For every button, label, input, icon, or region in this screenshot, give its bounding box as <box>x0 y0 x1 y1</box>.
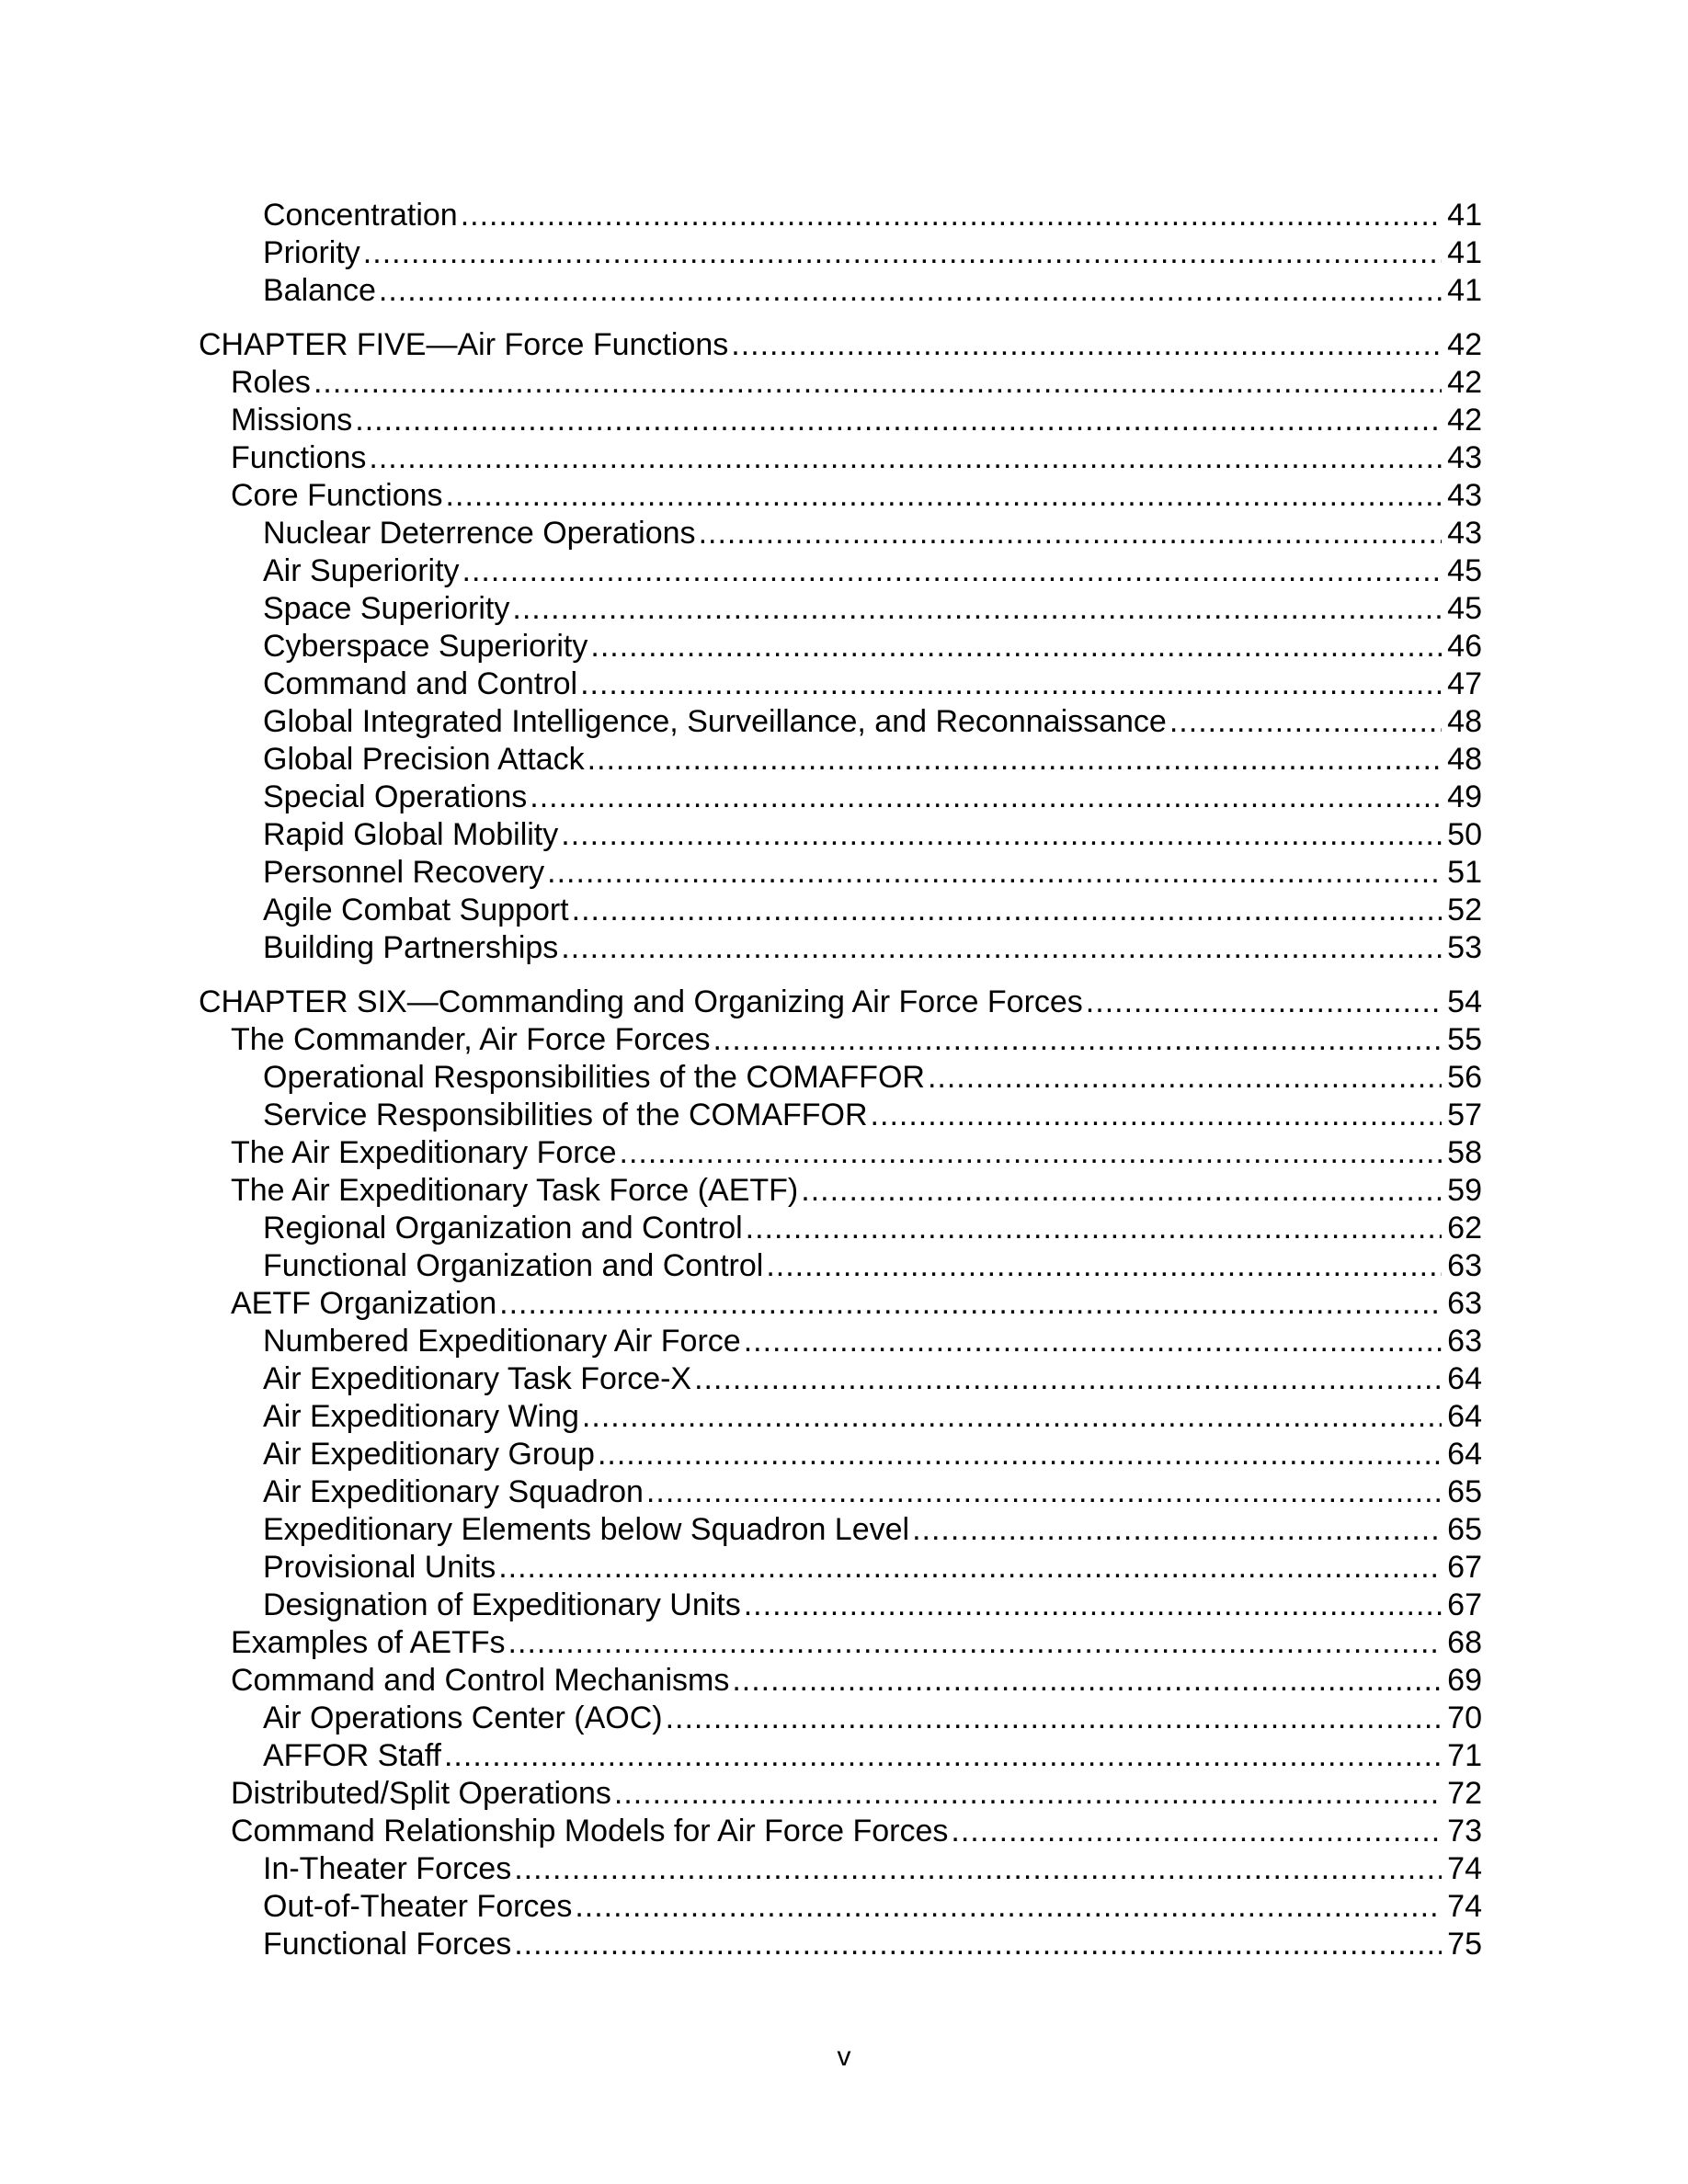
dot-leader <box>575 1888 1442 1926</box>
toc-entry-title: In-Theater Forces <box>263 1851 512 1886</box>
toc-entry-page-number: 50 <box>1447 817 1482 852</box>
toc-chapter-entry[interactable] <box>199 326 1482 364</box>
toc-entry[interactable] <box>199 590 1482 628</box>
toc-entry-title: AETF Organization <box>231 1286 497 1321</box>
toc-entry-page-number: 65 <box>1447 1474 1482 1509</box>
toc-entry[interactable] <box>199 1097 1482 1134</box>
dot-leader <box>314 364 1442 402</box>
toc-entry[interactable] <box>199 1323 1482 1360</box>
toc-entry[interactable] <box>199 1775 1482 1813</box>
toc-entry[interactable] <box>199 703 1482 741</box>
toc-entry-title: Agile Combat Support <box>263 893 569 927</box>
dot-leader <box>561 816 1442 854</box>
toc-entry[interactable] <box>199 552 1482 590</box>
toc-entry-title: Operational Responsibilities of the COMAFFOR <box>263 1060 925 1095</box>
dot-leader <box>766 1247 1442 1285</box>
page-number: v <box>837 2042 851 2072</box>
toc-entry[interactable] <box>199 1926 1482 1963</box>
toc-entry-page-number: 42 <box>1447 327 1482 362</box>
toc-entry-title: Rapid Global Mobility <box>263 817 559 852</box>
dot-leader <box>912 1511 1442 1549</box>
toc-entry-page-number: 71 <box>1447 1738 1482 1773</box>
toc-entry-title: Regional Organization and Control <box>263 1211 743 1246</box>
toc-entry-title: Missions <box>231 403 353 438</box>
dot-leader <box>444 1737 1442 1775</box>
toc-entry-title: Priority <box>263 235 360 270</box>
toc-entry[interactable] <box>199 1059 1482 1097</box>
toc-entry-title: Nuclear Deterrence Operations <box>263 516 696 551</box>
dot-leader <box>713 1021 1442 1059</box>
toc-entry-page-number: 43 <box>1447 516 1482 551</box>
toc-entry-page-number: 45 <box>1447 553 1482 588</box>
toc-entry[interactable] <box>199 1662 1482 1700</box>
toc-entry-page-number: 47 <box>1447 666 1482 701</box>
toc-entry-page-number: 74 <box>1447 1889 1482 1924</box>
toc-entry-title: Air Expeditionary Group <box>263 1437 595 1472</box>
toc-entry-page-number: 69 <box>1447 1663 1482 1698</box>
toc-entry-title: CHAPTER SIX—Commanding and Organizing Air Force Forces <box>199 984 1083 1019</box>
toc-entry[interactable] <box>199 854 1482 892</box>
toc-entry-title: Global Integrated Intelligence, Surveillance, and Reconnaissance <box>263 704 1167 739</box>
toc-entry[interactable] <box>199 234 1482 272</box>
toc-entry-page-number: 54 <box>1447 984 1482 1019</box>
dot-leader <box>620 1134 1442 1172</box>
toc-entry-title: The Commander, Air Force Forces <box>231 1022 711 1057</box>
toc-entry[interactable] <box>199 1587 1482 1624</box>
dot-leader <box>514 1926 1442 1963</box>
dot-leader <box>699 515 1442 552</box>
dot-leader <box>582 1398 1442 1436</box>
toc-entry-title: Command and Control <box>263 666 578 701</box>
toc-entry[interactable] <box>199 665 1482 703</box>
dot-leader <box>694 1360 1442 1398</box>
dot-leader <box>1169 703 1442 741</box>
toc-entry-title: Core Functions <box>231 478 443 513</box>
dot-leader <box>572 892 1442 929</box>
dot-leader <box>580 665 1442 703</box>
toc-entry-page-number: 57 <box>1447 1098 1482 1132</box>
toc-entry[interactable] <box>199 197 1482 234</box>
toc-entry[interactable] <box>199 1210 1482 1247</box>
toc-entry-page-number: 53 <box>1447 930 1482 965</box>
toc-entry[interactable] <box>199 1888 1482 1926</box>
toc-entry-title: Air Expeditionary Wing <box>263 1399 579 1434</box>
toc-entry-page-number: 67 <box>1447 1550 1482 1585</box>
toc-entry[interactable] <box>199 1549 1482 1587</box>
toc-chapter-entry[interactable] <box>199 984 1482 1021</box>
dot-leader <box>1086 984 1442 1021</box>
toc-entry-title: Global Precision Attack <box>263 742 585 777</box>
toc-entry-page-number: 52 <box>1447 893 1482 927</box>
dot-leader <box>590 628 1442 665</box>
toc-entry[interactable] <box>199 402 1482 439</box>
toc-entry-title: Personnel Recovery <box>263 855 545 890</box>
dot-leader <box>744 1323 1442 1360</box>
toc-entry-title: The Air Expeditionary Force <box>231 1135 617 1170</box>
toc-entry[interactable] <box>199 741 1482 779</box>
toc-entry-page-number: 41 <box>1447 198 1482 233</box>
toc-entry-page-number: 64 <box>1447 1437 1482 1472</box>
toc-entry[interactable] <box>199 439 1482 477</box>
toc-entry-title: Concentration <box>263 198 458 233</box>
toc-entry-title: Space Superiority <box>263 591 510 626</box>
toc-entry[interactable] <box>199 1624 1482 1662</box>
dot-leader <box>462 552 1442 590</box>
toc-entry-page-number: 70 <box>1447 1701 1482 1735</box>
toc-entry[interactable] <box>199 1360 1482 1398</box>
toc-entry-page-number: 46 <box>1447 629 1482 664</box>
toc-entry-page-number: 74 <box>1447 1851 1482 1886</box>
toc-entry[interactable] <box>199 364 1482 402</box>
toc-entry[interactable] <box>199 1285 1482 1323</box>
dot-leader <box>499 1285 1442 1323</box>
toc-entry-page-number: 42 <box>1447 403 1482 438</box>
toc-entry-page-number: 67 <box>1447 1587 1482 1622</box>
dot-leader <box>801 1172 1442 1210</box>
toc-entry-page-number: 56 <box>1447 1060 1482 1095</box>
toc-entry-page-number: 49 <box>1447 779 1482 814</box>
toc-entry-title: Building Partnerships <box>263 930 559 965</box>
toc-entry[interactable] <box>199 1473 1482 1511</box>
toc-entry-title: Numbered Expeditionary Air Force <box>263 1324 741 1359</box>
toc-entry[interactable] <box>199 628 1482 665</box>
toc-entry[interactable] <box>199 1737 1482 1775</box>
toc-entry[interactable] <box>199 1511 1482 1549</box>
dot-leader <box>369 439 1442 477</box>
dot-leader <box>646 1473 1442 1511</box>
toc-entry-title: Functions <box>231 440 367 475</box>
dot-leader <box>731 326 1442 364</box>
toc-entry-page-number: 43 <box>1447 478 1482 513</box>
toc-entry-title: Air Superiority <box>263 553 460 588</box>
toc-entry-page-number: 41 <box>1447 273 1482 308</box>
toc-entry-title: CHAPTER FIVE—Air Force Functions <box>199 327 729 362</box>
dot-leader <box>614 1775 1442 1813</box>
toc-entry-page-number: 63 <box>1447 1324 1482 1359</box>
toc-entry-title: Air Expeditionary Squadron <box>263 1474 644 1509</box>
dot-leader <box>446 477 1442 515</box>
toc-entry-page-number: 63 <box>1447 1286 1482 1321</box>
dot-leader <box>587 741 1442 779</box>
dot-leader <box>561 929 1442 967</box>
dot-leader <box>508 1624 1442 1662</box>
toc-entry-title: Functional Organization and Control <box>263 1248 764 1283</box>
toc-entry-title: Command Relationship Models for Air Force Forces <box>231 1814 949 1848</box>
toc-entry-page-number: 45 <box>1447 591 1482 626</box>
dot-leader <box>732 1662 1442 1700</box>
dot-leader <box>514 1850 1442 1888</box>
toc-entry-page-number: 62 <box>1447 1211 1482 1246</box>
toc-entry-page-number: 64 <box>1447 1361 1482 1396</box>
toc-entry-page-number: 72 <box>1447 1776 1482 1811</box>
toc-entry[interactable] <box>199 1021 1482 1059</box>
toc-entry[interactable] <box>199 929 1482 967</box>
toc-entry[interactable] <box>199 1436 1482 1473</box>
toc-entry-page-number: 73 <box>1447 1814 1482 1848</box>
toc-entry-title: Out-of-Theater Forces <box>263 1889 573 1924</box>
toc-entry[interactable] <box>199 779 1482 816</box>
toc-entry-title: Special Operations <box>263 779 528 814</box>
toc-entry-title: Roles <box>231 365 311 400</box>
toc-entry[interactable] <box>199 1813 1482 1850</box>
toc-entry-page-number: 41 <box>1447 235 1482 270</box>
toc-entry-page-number: 75 <box>1447 1927 1482 1962</box>
toc-entry-page-number: 48 <box>1447 704 1482 739</box>
table-of-contents <box>199 197 1482 1963</box>
toc-entry-page-number: 55 <box>1447 1022 1482 1057</box>
dot-leader <box>666 1700 1442 1737</box>
toc-entry-page-number: 51 <box>1447 855 1482 890</box>
toc-entry-title: Provisional Units <box>263 1550 496 1585</box>
toc-entry-page-number: 42 <box>1447 365 1482 400</box>
toc-entry[interactable] <box>199 1247 1482 1285</box>
dot-leader <box>355 402 1442 439</box>
dot-leader <box>512 590 1442 628</box>
toc-entry[interactable] <box>199 1850 1482 1888</box>
toc-entry-page-number: 43 <box>1447 440 1482 475</box>
dot-leader <box>530 779 1442 816</box>
dot-leader <box>951 1813 1442 1850</box>
dot-leader <box>498 1549 1442 1587</box>
toc-entry-title: Examples of AETFs <box>231 1625 506 1660</box>
toc-entry-page-number: 63 <box>1447 1248 1482 1283</box>
toc-entry-page-number: 59 <box>1447 1173 1482 1208</box>
toc-entry-page-number: 58 <box>1447 1135 1482 1170</box>
toc-entry-title: Designation of Expeditionary Units <box>263 1587 741 1622</box>
dot-leader <box>746 1210 1442 1247</box>
toc-entry-title: AFFOR Staff <box>263 1738 441 1773</box>
dot-leader <box>871 1097 1442 1134</box>
toc-entry-title: Expeditionary Elements below Squadron Level <box>263 1512 910 1547</box>
toc-entry[interactable] <box>199 272 1482 310</box>
toc-entry-title: Balance <box>263 273 376 308</box>
toc-entry-title: Air Operations Center (AOC) <box>263 1701 663 1735</box>
toc-entry-page-number: 68 <box>1447 1625 1482 1660</box>
toc-entry-page-number: 64 <box>1447 1399 1482 1434</box>
toc-entry[interactable] <box>199 477 1482 515</box>
dot-leader <box>379 272 1442 310</box>
toc-entry-title: Command and Control Mechanisms <box>231 1663 730 1698</box>
toc-entry[interactable] <box>199 1134 1482 1172</box>
dot-leader <box>744 1587 1442 1624</box>
toc-entry-title: Cyberspace Superiority <box>263 629 588 664</box>
toc-entry-title: Service Responsibilities of the COMAFFOR <box>263 1098 868 1132</box>
toc-entry[interactable] <box>199 1700 1482 1737</box>
dot-leader <box>363 234 1442 272</box>
toc-entry-title: Distributed/Split Operations <box>231 1776 611 1811</box>
toc-entry-title: The Air Expeditionary Task Force (AETF) <box>231 1173 799 1208</box>
toc-entry-title: Air Expeditionary Task Force-X <box>263 1361 692 1396</box>
dot-leader <box>461 197 1442 234</box>
dot-leader <box>598 1436 1442 1473</box>
toc-entry-page-number: 48 <box>1447 742 1482 777</box>
toc-entry[interactable] <box>199 892 1482 929</box>
toc-entry[interactable] <box>199 1398 1482 1436</box>
toc-entry[interactable] <box>199 515 1482 552</box>
toc-entry[interactable] <box>199 1172 1482 1210</box>
toc-entry-page-number: 65 <box>1447 1512 1482 1547</box>
dot-leader <box>547 854 1442 892</box>
dot-leader <box>928 1059 1442 1097</box>
toc-entry[interactable] <box>199 816 1482 854</box>
toc-entry-title: Functional Forces <box>263 1927 512 1962</box>
